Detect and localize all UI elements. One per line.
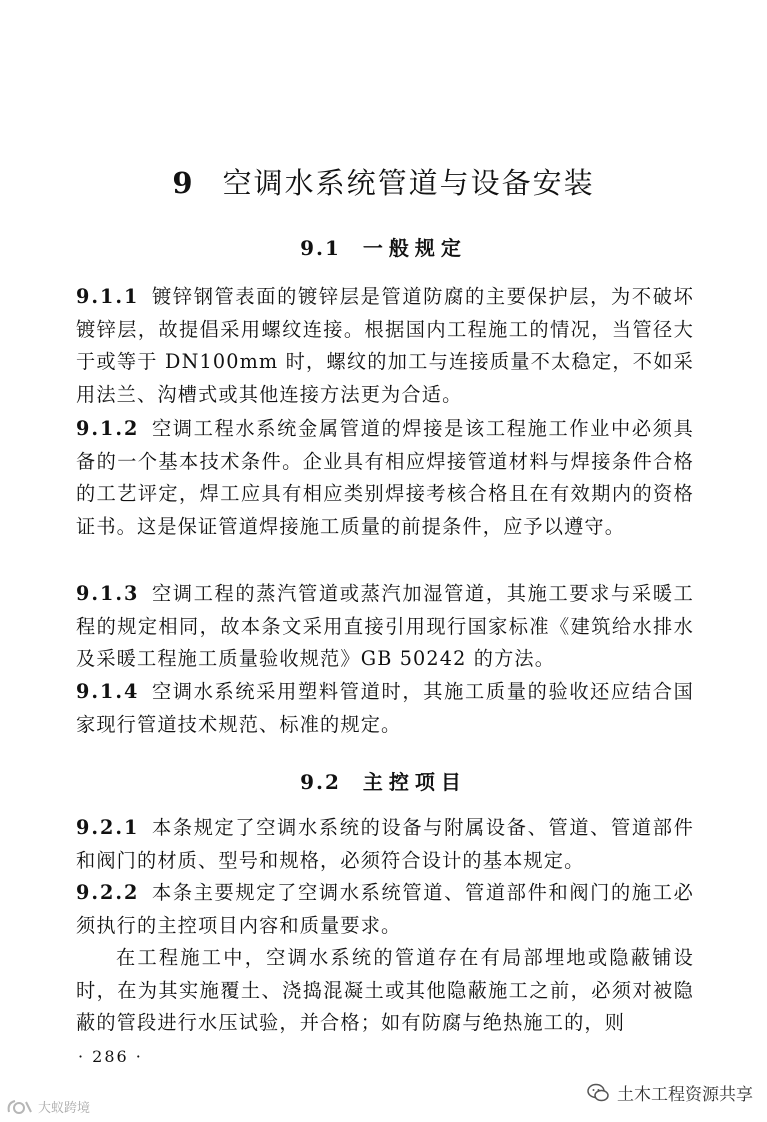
clause-text: 在工程施工中，空调水系统的管道存在有局部埋地或隐蔽铺设时，在为其实施覆土、浇捣混凝土或其他隐蔽施工之前，必须对被隐蔽的管段进行水压试验，并合格；如有防腐与绝热施工的，则 xyxy=(76,946,694,1035)
section-title-9-1 xyxy=(0,232,767,261)
clause-number: 9.2.2 xyxy=(76,881,140,904)
clause-number: 9.1.2 xyxy=(76,417,140,440)
clause-text: 本条规定了空调水系统的设备与附属设备、管道、管道部件和阀门的材质、型号和规格，必须符合设计的基本规定。 xyxy=(76,816,694,872)
section-title-text: 主控项目 xyxy=(362,770,467,794)
section-title-text: 一般规定 xyxy=(362,236,467,260)
section-title-9-2 xyxy=(0,766,767,795)
chapter-title xyxy=(0,161,767,202)
clause-text: 本条主要规定了空调水系统管道、管道部件和阀门的施工必须执行的主控项目内容和质量要求。 xyxy=(76,881,694,937)
wechat-account-name: 土木工程资源共享 xyxy=(617,1085,753,1105)
clause-9-2-2 xyxy=(76,877,694,942)
page-number: · 286 · xyxy=(78,1047,143,1066)
clause-9-1-2 xyxy=(76,413,694,543)
wechat-watermark xyxy=(587,1080,753,1105)
clause-9-1-3 xyxy=(76,578,694,676)
clause-text: 空调水系统采用塑料管道时，其施工质量的验收还应结合国家现行管道技术规范、标准的规定。 xyxy=(76,680,694,736)
clause-9-1-4 xyxy=(76,676,694,741)
clause-number: 9.2.1 xyxy=(76,816,140,839)
section-number: 9.2 xyxy=(300,770,341,794)
clause-number: 9.1.1 xyxy=(76,285,140,308)
clause-text: 镀锌钢管表面的镀锌层是管道防腐的主要保护层，为不破坏镀锌层，故提倡采用螺纹连接。根据国内工程施工的情况，当管径大于或等于 DN100mm 时，螺纹的加工与连接质量不太稳定，不如采用法兰、沟槽式或其他连接方法更为合适。 xyxy=(76,285,694,406)
clause-text: 空调工程的蒸汽管道或蒸汽加湿管道，其施工要求与采暖工程的规定相同，故本条文采用直接引用现行国家标准《建筑给水排水及采暖工程施工质量验收规范》GB 50242 的方法。 xyxy=(76,582,694,671)
clause-9-2-2-continuation xyxy=(76,942,694,1040)
section-number: 9.1 xyxy=(300,236,341,260)
corner-logo-icon xyxy=(6,1098,34,1116)
clause-text: 空调工程水系统金属管道的焊接是该工程施工作业中必须具备的一个基本技术条件。企业具有相应焊接管道材料与焊接条件合格的工艺评定，焊工应具有相应类别焊接考核合格且在有效期内的资格证书。这是保证管道焊接施工质量的前提条件，应予以遵守。 xyxy=(76,417,694,538)
corner-watermark-text: 大蚁跨境 xyxy=(38,1101,91,1116)
clause-number: 9.1.4 xyxy=(76,680,140,703)
wechat-icon xyxy=(587,1083,609,1103)
chapter-number: 9 xyxy=(172,166,195,201)
clause-number: 9.1.3 xyxy=(76,582,140,605)
corner-watermark xyxy=(6,1097,90,1116)
clause-9-2-1 xyxy=(76,812,694,877)
clause-9-1-1 xyxy=(76,281,694,411)
chapter-title-text: 空调水系统管道与设备安装 xyxy=(222,166,595,201)
